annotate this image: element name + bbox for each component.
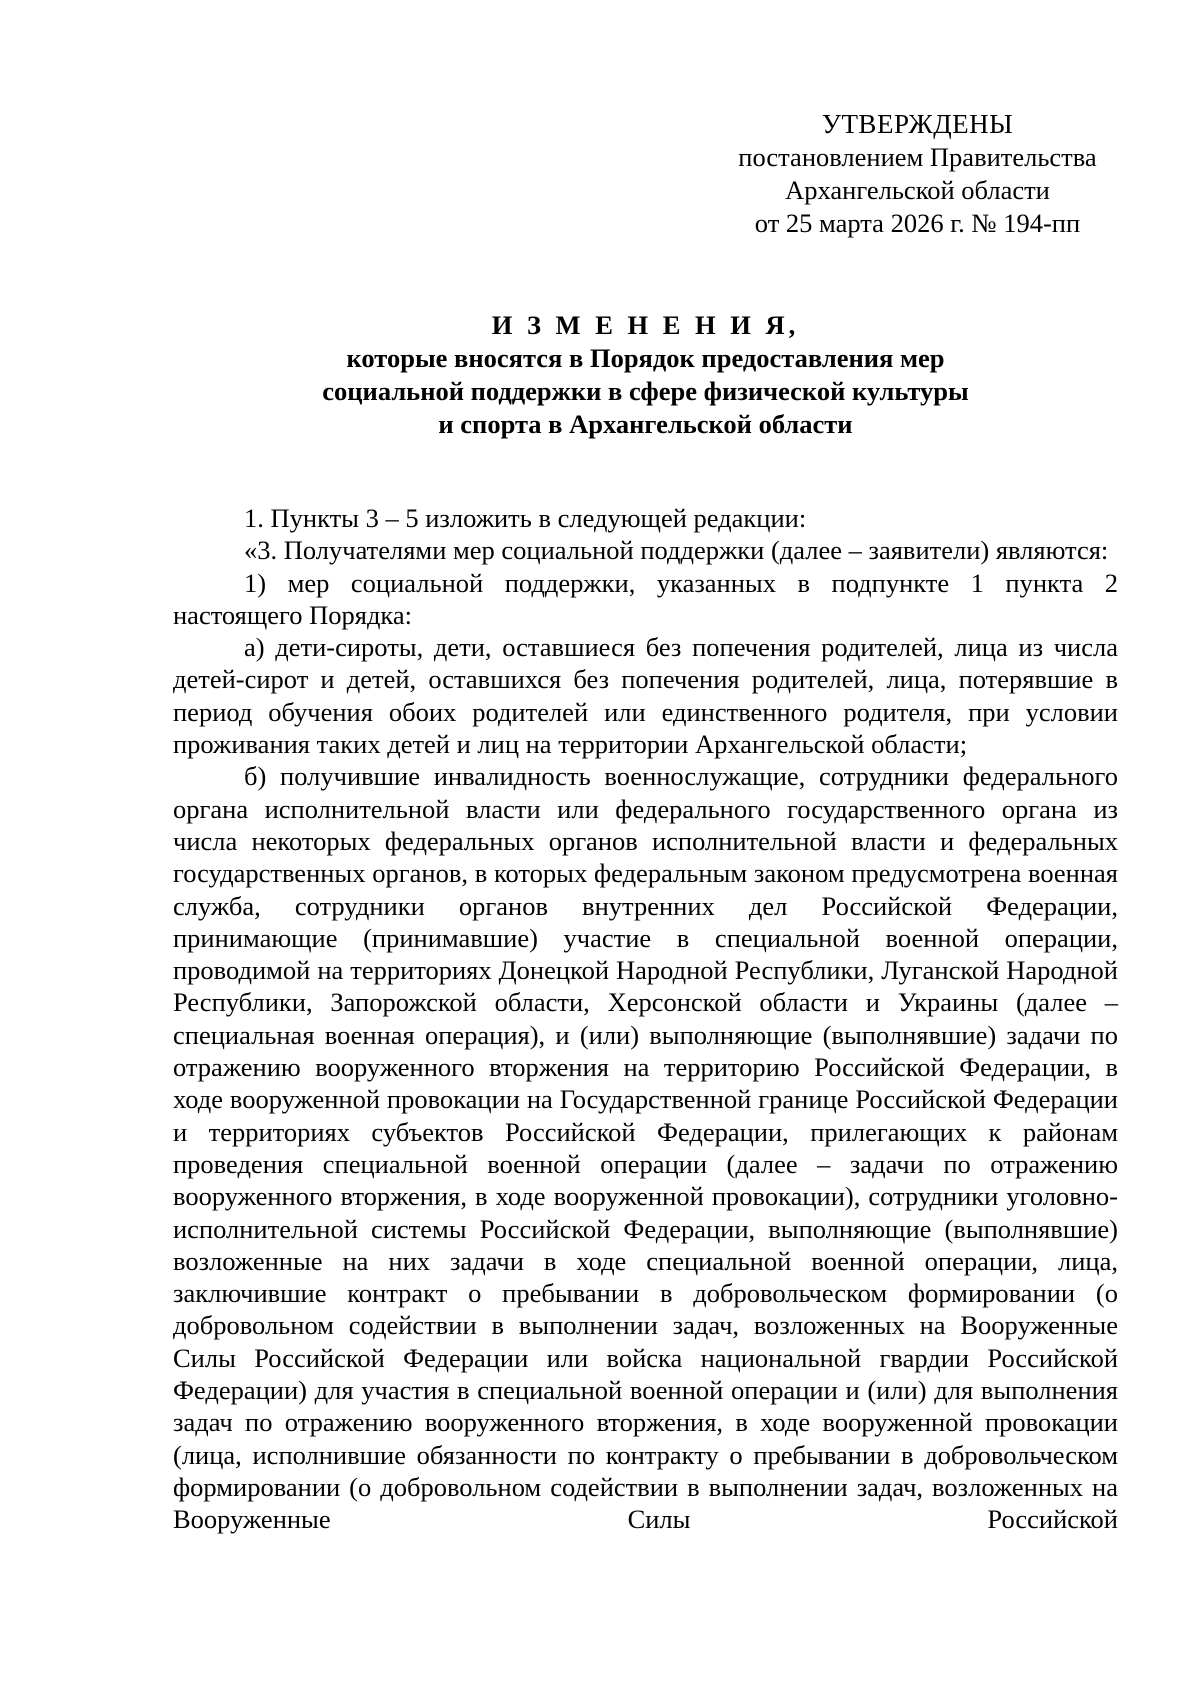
paragraph-1: 1. Пункты 3 – 5 изложить в следующей редакции:	[244, 503, 807, 533]
document-body	[173, 502, 1118, 1536]
heading-line-2: социальной поддержки в сфере физической культуры	[322, 376, 969, 406]
heading-line-1: которые вносятся в Порядок предоставления мер	[346, 343, 945, 373]
approval-line-3: от 25 марта 2026 г. № 194-пп	[754, 208, 1081, 238]
paragraph-4: а) дети-сироты, дети, оставшиеся без попечения родителей, лица из числа детей-сирот и детей, оставшихся без попечения родителей, лица, потерявшие в период обучения обоих родителей или единственного родителя, при условии проживания таких детей и лиц на территории Архангельской области;	[173, 632, 1118, 760]
approval-block	[720, 108, 1115, 240]
paragraph-2: «3. Получателями мер социальной поддержки (далее – заявители) являются:	[244, 535, 1109, 566]
document-heading	[173, 309, 1118, 441]
heading-line-3: и спорта в Архангельской области	[438, 409, 853, 439]
heading-title: И З М Е Н Е Н И Я,	[491, 310, 800, 340]
paragraph-5: б) получившие инвалидность военнослужащие, сотрудники федерального органа исполнительной власти или федерального государственного органа из числа некоторых федеральных органов исполнительной власти и федеральных государственных органов, в которых федеральным законом предусмотрена военная служба, сотрудники органов внутренних дел Российской Федерации, принимающие (принимавшие) участие в специальной военной операции, проводимой на территориях Донецкой Народной Республики, Луганской Народной Республики, Запорожской области, Херсонской области и Украины (далее – специальная военная операция), и (или) выполняющие (выполнявшие) задачи по отражению вооруженного вторжения на территорию Российской Федерации, в ходе вооруженной провокации на Государственной границе Российской Федерации и территориях субъектов Российской Федерации, прилегающих к районам проведения специальной военной операции (далее – задачи по отражению вооруженного вторжения, в ходе вооруженной провокации), сотрудники уголовно-исполнительной системы Российской Федерации, выполняющие (выполнявшие) возложенные на них задачи в ходе специальной военной операции, лица, заключившие контракт о пребывании в добровольческом формировании (о добровольном содействии в выполнении задач, возложенных на Вооруженные Силы Российской Федерации или войска национальной гвардии Российской Федерации) для участия в специальной военной операции и (или) для выполнения задач по отражению вооруженного вторжения, в ходе вооруженной провокации (лица, исполнившие обязанности по контракту о пребывании в добровольческом формировании (о добровольном содействии в выполнении задач, возложенных на Вооруженные Силы Российской	[173, 761, 1118, 1535]
approval-line-1: постановлением Правительства	[738, 142, 1097, 172]
approval-title: УТВЕРЖДЕНЫ	[821, 109, 1014, 139]
approval-line-2: Архангельской области	[785, 175, 1050, 205]
paragraph-3: 1) мер социальной поддержки, указанных в подпункте 1 пункта 2 настоящего Порядка:	[173, 567, 1118, 630]
